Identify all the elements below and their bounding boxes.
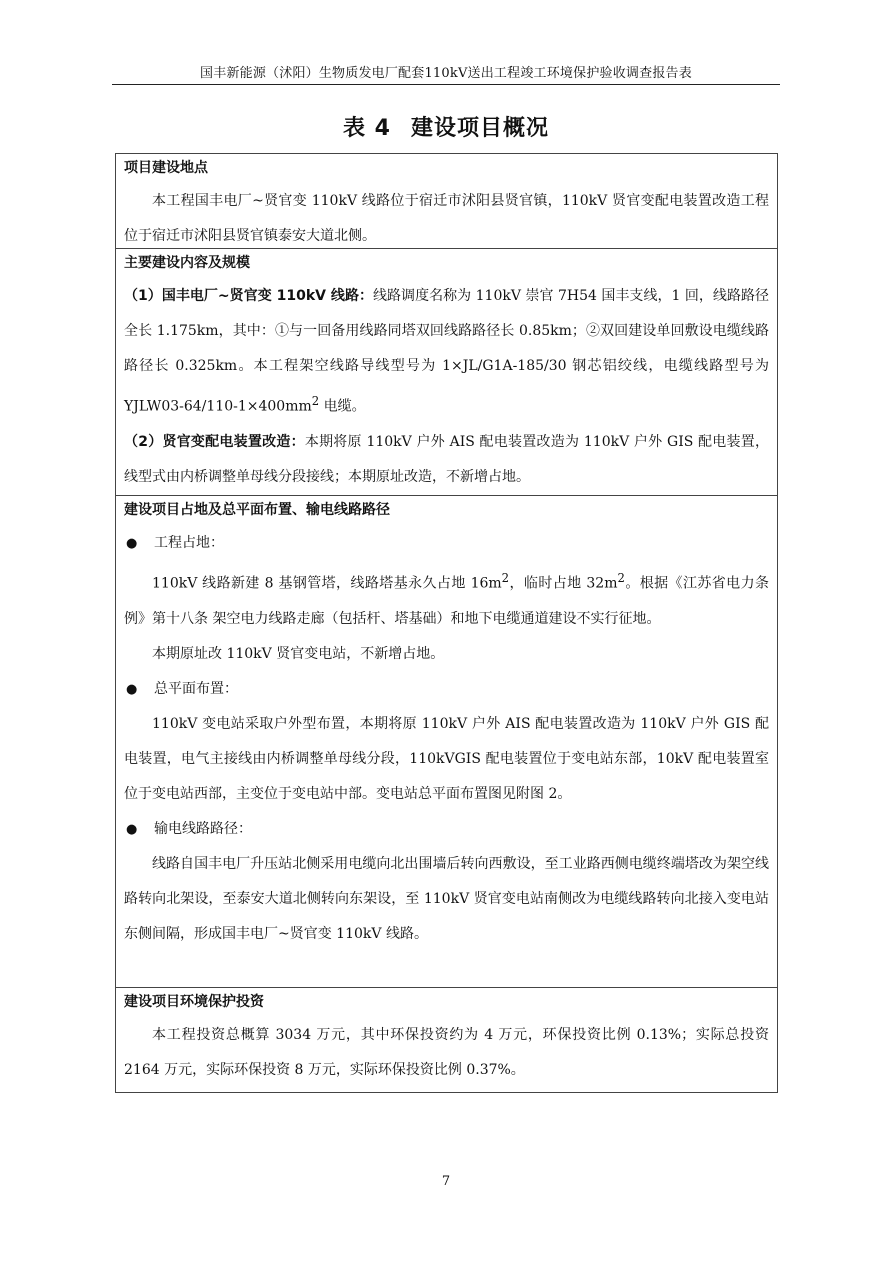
bullet-route-label: 输电线路路径： [154, 820, 252, 837]
land-use-text-b: ，临时占地 32m [509, 575, 618, 592]
section-location-heading: 项目建设地点 [124, 160, 208, 176]
content-item-1-text-b: 电缆。 [319, 398, 366, 415]
route-paragraph: 线路自国丰电厂升压站北侧采用电缆向北出围墙后转向西敷设，至工业路西侧电缆终端塔改为架空线路转向北架设，至泰安大道北侧转向东架设，至 110kV 贤官变电站南侧改为电缆线路转向北接入变电站东侧间隔，形成国丰电厂~贤官变 110kV 线路。 [124, 855, 769, 942]
investment-paragraph: 本工程投资总概算 3034 万元，其中环保投资约为 4 万元，环保投资比例 0.13%；实际总投资 2164 万元，实际环保投资 8 万元，实际环保投资比例 0.37%。 [124, 1027, 769, 1078]
section-investment-heading: 建设项目环境保护投资 [124, 994, 264, 1010]
bullet-plan-label: 总平面布置： [154, 680, 238, 697]
bullet-dot-icon: ● [126, 821, 138, 837]
content-item-1-superscript: 2 [311, 394, 320, 408]
content-item-2-text: 本期将原 110kV 户外 AIS 配电装置改造为 110kV 户外 GIS 配电装置，线型式由内桥调整单母线分段接线；本期原址改造，不新增占地。 [124, 433, 769, 485]
location-paragraph: 本工程国丰电厂~贤官变 110kV 线路位于宿迁市沭阳县贤官镇，110kV 贤官变配电装置改造工程位于宿迁市沭阳县贤官镇泰安大道北侧。 [124, 193, 769, 244]
bullet-dot-icon: ● [126, 536, 138, 551]
table-number: 表 4 [343, 116, 391, 141]
content-item-1-label: （1）国丰电厂~贤官变 110kV 线路： [124, 288, 373, 304]
bullet-land-use-label: 工程占地： [154, 535, 224, 551]
land-use-superscript-1: 2 [501, 571, 510, 585]
project-overview-table [115, 153, 778, 1093]
page-header: 国丰新能源（沭阳）生物质发电厂配套110kV送出工程竣工环境保护验收调查报告表 [112, 64, 780, 85]
table-title-text: 建设项目概况 [410, 116, 549, 141]
section-layout [116, 496, 777, 988]
bullet-route [124, 812, 769, 847]
bullet-land-use [124, 526, 769, 561]
section-investment [116, 988, 777, 1092]
land-use-paragraph [124, 561, 769, 637]
bullet-dot-icon: ● [126, 681, 138, 697]
content-item-1-text-a: 线路调度名称为 110kV 崇官 7H54 国丰支线，1 回，线路路径全长 1.175km，其中：①与一回备用线路同塔双回线路路径长 0.85km；②双回建设单回敷设电缆线路路径长 0.325km。本工程架空线路导线型号为 1×JL/G1A-185/30 钢芯铝绞线，电缆线路型号为 YJLW03-64/110-1×400mm [124, 288, 770, 415]
section-location [116, 154, 777, 249]
section-content [116, 249, 777, 496]
section-layout-heading: 建设项目占地及总平面布置、输电线路路径 [124, 502, 390, 518]
section-content-heading: 主要建设内容及规模 [124, 255, 250, 271]
page-number: 7 [441, 1174, 451, 1189]
land-use-paragraph-2: 本期原址改 110kV 贤官变电站，不新增占地。 [152, 645, 445, 662]
plan-paragraph: 110kV 变电站采取户外型布置，本期将原 110kV 户外 AIS 配电装置改造为 110kV 户外 GIS 配电装置，电气主接线由内桥调整单母线分段，110kVGIS 配电装置位于变电站东部，10kV 配电装置室位于变电站西部，主变位于变电站中部。变电站总平面布置图见附图 2。 [124, 715, 769, 802]
content-item-2-label: （2）贤官变配电装置改造： [124, 433, 305, 450]
content-item-2 [124, 425, 769, 495]
bullet-plan [124, 672, 769, 707]
land-use-superscript-2: 2 [617, 571, 625, 585]
land-use-text-a: 110kV 线路新建 8 基钢管塔，线路塔基永久占地 16m [152, 575, 502, 592]
content-item-1 [124, 279, 769, 425]
table-title [0, 114, 892, 144]
land-use-text-c: 。根据《江苏省电力条例》第十八条 架空电力线路走廊（包括杆、塔基础）和地下电缆通道建设不实行征地。 [124, 575, 769, 627]
